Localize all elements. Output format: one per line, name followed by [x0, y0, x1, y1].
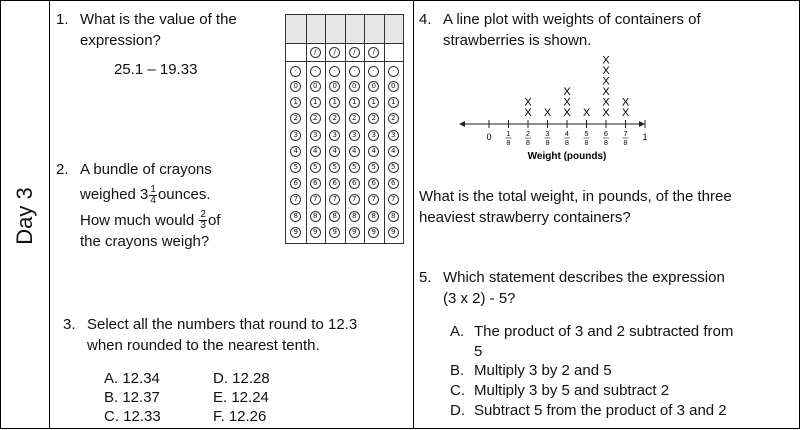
grid-digit-bubble[interactable]: 4 [310, 146, 321, 157]
tick-label: 0 [486, 132, 492, 142]
grid-column-divider [364, 15, 365, 243]
plot-mark: X [582, 107, 591, 119]
tick-label: 1 [642, 132, 648, 142]
divider-middle [413, 1, 414, 428]
grid-digit-bubble[interactable]: 3 [310, 130, 321, 141]
plot-mark: X [621, 107, 630, 119]
grid-decimal-bubble[interactable]: · [388, 66, 399, 77]
grid-digit-bubble[interactable]: 3 [349, 130, 360, 141]
plot-mark: X [602, 107, 610, 119]
q5-choice-a[interactable]: A. The product of 3 and 2 subtracted from 5 [450, 323, 734, 360]
grid-digit-bubble[interactable]: 4 [290, 146, 301, 157]
grid-digit-bubble[interactable]: 2 [349, 113, 360, 124]
q1-expression: 25.1 – 19.33 [114, 61, 198, 78]
q2-line3: How much would $\frac{2}{3}$ of [80, 209, 221, 232]
plot-mark: X [621, 96, 630, 109]
q3-choice-d[interactable]: D. 12.28 [213, 370, 270, 387]
grid-digit-bubble[interactable]: 7 [388, 194, 399, 205]
grid-digit-bubble[interactable]: 1 [290, 97, 301, 108]
tick-label-numerator: 5 [584, 131, 589, 138]
grid-decimal-bubble[interactable]: · [290, 66, 301, 77]
plot-mark: X [602, 75, 610, 88]
grid-digit-bubble[interactable]: 8 [349, 211, 360, 222]
plot-mark: X [602, 86, 610, 98]
grid-digit-bubble[interactable]: 1 [349, 97, 360, 108]
q1-line2: expression? [80, 32, 161, 49]
tick-label-denominator: 8 [545, 140, 550, 147]
q2-line4: the crayons weigh? [80, 233, 210, 251]
tick-label-denominator: 8 [506, 140, 511, 147]
q2-fraction-1: $\frac{1}{4}$ [150, 183, 156, 206]
grid-digit-bubble[interactable]: 0 [310, 81, 321, 92]
q4-question [419, 186, 794, 230]
line-plot-xlabel: Weight (pounds) [527, 151, 607, 162]
tick-label-numerator: 4 [565, 131, 569, 138]
grid-digit-bubble[interactable]: 6 [290, 178, 301, 189]
grid-decimal-bubble[interactable]: · [349, 66, 360, 77]
grid-digit-bubble[interactable]: 4 [329, 146, 340, 157]
grid-digit-bubble[interactable]: 0 [388, 81, 399, 92]
grid-digit-bubble[interactable]: 8 [329, 211, 340, 222]
grid-digit-bubble[interactable]: 7 [329, 194, 340, 205]
answer-grid [285, 14, 404, 244]
grid-digit-bubble[interactable]: 2 [388, 113, 399, 124]
grid-digit-bubble[interactable]: 0 [290, 81, 301, 92]
grid-digit-bubble[interactable]: 8 [368, 211, 379, 222]
question-3: 3. Select all the numbers that round to 12.3 when rounded to the nearest tenth. [63, 314, 408, 358]
plot-mark: X [543, 107, 552, 119]
grid-digit-bubble[interactable]: 5 [290, 162, 301, 173]
grid-digit-bubble[interactable]: 8 [290, 211, 301, 222]
grid-column-divider [345, 15, 346, 243]
q3-choice-c[interactable]: C. 12.33 [104, 408, 161, 425]
plot-mark: X [563, 86, 571, 98]
grid-digit-bubble[interactable]: 7 [310, 194, 321, 205]
question-5: 5. Which statement describes the expression (3 x 2) - 5? [419, 267, 794, 311]
q3-choice-f[interactable]: F. 12.26 [213, 408, 267, 425]
grid-digit-bubble[interactable]: 8 [310, 211, 321, 222]
grid-digit-bubble[interactable]: 9 [349, 227, 360, 238]
plot-mark: X [563, 96, 571, 109]
grid-digit-bubble[interactable]: 6 [368, 178, 379, 189]
q3-line2: when rounded to the nearest tenth. [87, 337, 320, 354]
plot-mark: X [602, 65, 610, 77]
grid-digit-bubble[interactable]: 0 [349, 81, 360, 92]
grid-digit-bubble[interactable]: 2 [290, 113, 301, 124]
q5-line1: Which statement describes the expression [443, 269, 725, 286]
q3-line1: Select all the numbers that round to 12.3 [87, 316, 358, 333]
plot-mark: X [524, 96, 532, 109]
grid-digit-bubble[interactable]: 9 [290, 227, 301, 238]
question-2: 2. A bundle of crayons weighed 3 $\frac{1}{4}$ ounces. How much would $\frac{2}{3}$ of the crayons weigh? [56, 159, 281, 259]
grid-digit-bubble[interactable]: 3 [290, 130, 301, 141]
grid-digit-bubble[interactable]: 1 [310, 97, 321, 108]
q4-line1: A line plot with weights of containers of [443, 11, 701, 28]
grid-digit-bubble[interactable]: 7 [368, 194, 379, 205]
tick-label-numerator: 1 [506, 131, 511, 138]
axis-arrow-right [639, 121, 645, 127]
tick-label-numerator: 7 [623, 131, 628, 138]
plot-mark: X [524, 107, 532, 119]
q5-choice-b[interactable]: B. Multiply 3 by 2 and 5 [450, 362, 612, 379]
grid-slash-bubble[interactable]: / [368, 47, 379, 58]
q2-line2: weighed 3 $\frac{1}{4}$ ounces. [80, 183, 211, 206]
grid-digit-bubble[interactable]: 0 [368, 81, 379, 92]
grid-digit-bubble[interactable]: 3 [329, 130, 340, 141]
grid-digit-bubble[interactable]: 4 [349, 146, 360, 157]
tick-label-denominator: 8 [623, 140, 628, 147]
q2-line1: A bundle of crayons [80, 161, 212, 178]
grid-decimal-bubble[interactable]: · [368, 66, 379, 77]
grid-digit-bubble[interactable]: 9 [368, 227, 379, 238]
grid-slash-bubble[interactable]: / [349, 47, 360, 58]
q3-choice-b[interactable]: B. 12.37 [104, 389, 160, 406]
q5-line2: (3 x 2) - 5? [443, 290, 516, 307]
grid-decimal-bubble[interactable]: · [310, 66, 321, 77]
q5-choice-c[interactable]: C. Multiply 3 by 5 and subtract 2 [450, 382, 670, 399]
q1-line1: What is the value of the [80, 11, 237, 28]
grid-digit-bubble[interactable]: 6 [329, 178, 340, 189]
axis-arrow-left [459, 121, 465, 127]
grid-column-divider [325, 15, 326, 243]
tick-label-numerator: 6 [604, 131, 608, 138]
tick-label-denominator: 8 [604, 140, 608, 147]
tick-label-denominator: 8 [584, 140, 589, 147]
grid-digit-bubble[interactable]: 5 [310, 162, 321, 173]
plot-mark: X [602, 96, 610, 109]
grid-digit-bubble[interactable]: 6 [310, 178, 321, 189]
grid-digit-bubble[interactable]: 5 [329, 162, 340, 173]
question-1: 1. What is the value of the expression? [56, 9, 276, 53]
grid-digit-bubble[interactable]: 0 [329, 81, 340, 92]
grid-digit-bubble[interactable]: 5 [388, 162, 399, 173]
grid-digit-bubble[interactable]: 3 [388, 130, 399, 141]
tick-label-denominator: 8 [526, 140, 530, 147]
q5-choice-d[interactable]: D. Subtract 5 from the product of 3 and 2 [450, 402, 727, 419]
grid-column-divider [306, 15, 307, 243]
grid-digit-bubble[interactable]: 1 [388, 97, 399, 108]
grid-column-divider [384, 15, 385, 243]
grid-digit-bubble[interactable]: 4 [388, 146, 399, 157]
line-plot [456, 55, 666, 167]
grid-digit-bubble[interactable]: 2 [310, 113, 321, 124]
q4-line2: strawberries is shown. [443, 32, 592, 49]
grid-digit-bubble[interactable]: 4 [368, 146, 379, 157]
tick-label-denominator: 8 [565, 140, 569, 147]
divider-left [49, 1, 50, 428]
grid-digit-bubble[interactable]: 9 [310, 227, 321, 238]
question-4: 4. A line plot with weights of containers of strawberries is shown. [419, 9, 794, 53]
q4-question-line2: heaviest strawberry containers? [419, 209, 631, 226]
grid-decimal-bubble[interactable]: · [329, 66, 340, 77]
grid-slash-bubble[interactable]: / [310, 47, 321, 58]
q3-choice-e[interactable]: E. 12.24 [213, 389, 269, 406]
grid-digit-bubble[interactable]: 7 [290, 194, 301, 205]
grid-digit-bubble[interactable]: 7 [349, 194, 360, 205]
grid-digit-bubble[interactable]: 9 [329, 227, 340, 238]
tick-label-numerator: 2 [526, 131, 530, 138]
grid-digit-bubble[interactable]: 1 [368, 97, 379, 108]
grid-digit-bubble[interactable]: 6 [388, 178, 399, 189]
grid-digit-bubble[interactable]: 5 [349, 162, 360, 173]
grid-digit-bubble[interactable]: 3 [368, 130, 379, 141]
grid-digit-bubble[interactable]: 6 [349, 178, 360, 189]
grid-digit-bubble[interactable]: 8 [388, 211, 399, 222]
plot-mark: X [602, 55, 610, 67]
plot-mark: X [563, 107, 571, 119]
grid-slash-bubble[interactable]: / [329, 47, 340, 58]
q4-question-line1: What is the total weight, in pounds, of the three [419, 188, 732, 205]
grid-digit-bubble[interactable]: 9 [388, 227, 399, 238]
grid-digit-bubble[interactable]: 5 [368, 162, 379, 173]
grid-digit-bubble[interactable]: 1 [329, 97, 340, 108]
q3-choice-a[interactable]: A. 12.34 [104, 370, 160, 387]
tick-label-numerator: 3 [545, 131, 550, 138]
day-label: Day 3 [12, 186, 37, 245]
grid-digit-bubble[interactable]: 2 [368, 113, 379, 124]
grid-digit-bubble[interactable]: 2 [329, 113, 340, 124]
q2-fraction-2: $\frac{2}{3}$ [200, 209, 206, 232]
